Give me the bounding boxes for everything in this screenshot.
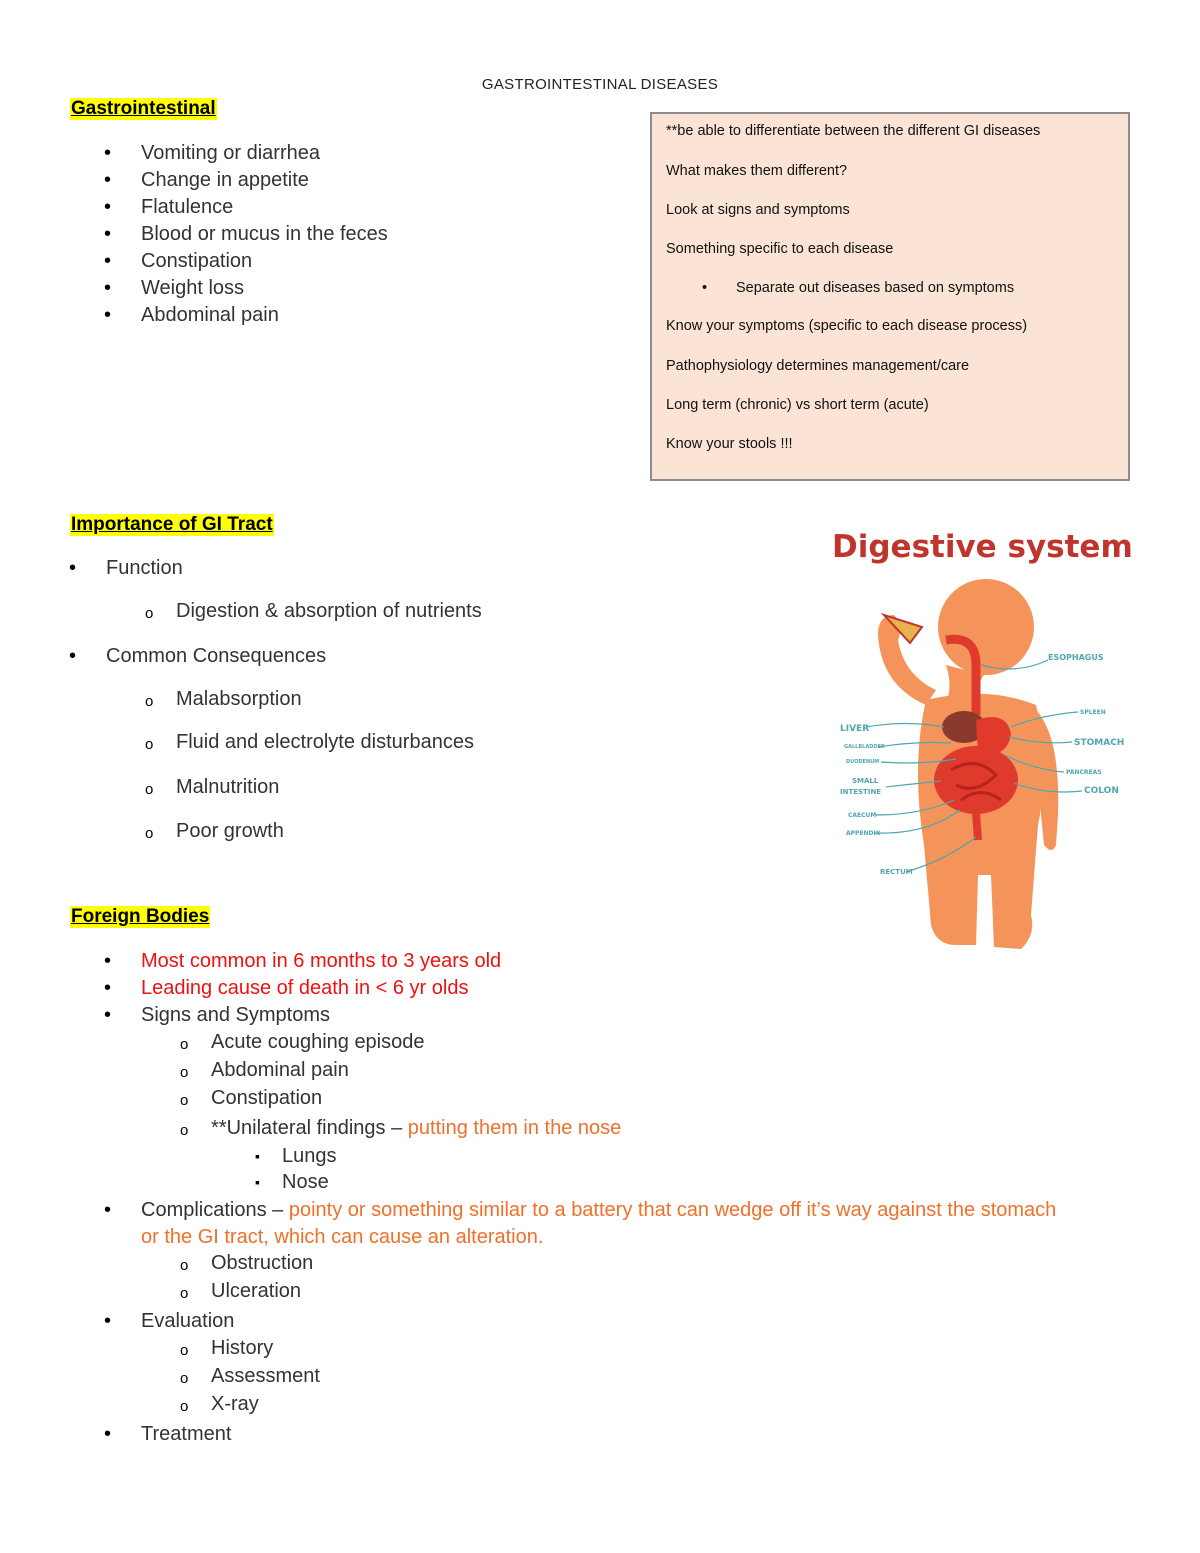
list-item: • Blood or mucus in the feces — [141, 223, 388, 245]
note-line: Look at signs and symptoms — [666, 202, 850, 218]
list-item: o Malabsorption — [176, 688, 302, 710]
list-item — [211, 1117, 621, 1139]
list-item: • Common Consequences — [106, 645, 326, 667]
list-item: ▪ Lungs — [282, 1145, 337, 1167]
list-item — [141, 1199, 1056, 1221]
list-item: • Change in appetite — [141, 169, 309, 191]
list-item: o Constipation — [211, 1087, 322, 1109]
list-item: ▪ Nose — [282, 1171, 329, 1193]
list-item: o Poor growth — [176, 820, 284, 842]
note-line: Pathophysiology determines management/care — [666, 358, 970, 374]
illustration-label: STOMACH — [1074, 738, 1125, 748]
list-item: • Weight loss — [141, 277, 244, 299]
list-item: • Abdominal pain — [141, 304, 279, 326]
foreign-bodies-heading: Foreign Bodies — [71, 906, 210, 927]
illustration-label: SPLEEN — [1080, 709, 1106, 716]
list-item: • Treatment — [141, 1423, 231, 1445]
importance-heading: Importance of GI Tract — [71, 514, 273, 535]
list-item: • Evaluation — [141, 1310, 234, 1332]
note-line: Know your stools !!! — [666, 436, 793, 452]
list-item: o Abdominal pain — [211, 1059, 349, 1081]
note-line: Long term (chronic) vs short term (acute) — [666, 397, 929, 413]
list-item: o Obstruction — [211, 1252, 313, 1274]
illustration-label: RECTUM — [880, 868, 913, 876]
list-item: • Most common in 6 months to 3 years old — [141, 950, 501, 972]
note-line: Know your symptoms (specific to each disease process) — [666, 318, 1028, 334]
complications-text: Complications – — [141, 1199, 289, 1221]
illustration-label: GALLBLADDER — [844, 744, 885, 750]
note-line: What makes them different? — [666, 163, 848, 179]
illustration-label: INTESTINE — [840, 788, 882, 796]
list-item: o Digestion & absorption of nutrients — [176, 600, 482, 622]
illustration-label: PANCREAS — [1066, 769, 1102, 776]
gastrointestinal-heading: Gastrointestinal — [71, 98, 216, 119]
note-line: • Separate out diseases based on symptoms — [736, 280, 1014, 296]
list-item: o X-ray — [211, 1393, 259, 1415]
list-item: o Malnutrition — [176, 776, 279, 798]
list-item: • Leading cause of death in < 6 yr olds — [141, 977, 468, 999]
list-item: • Constipation — [141, 250, 252, 272]
list-item: o History — [211, 1337, 273, 1359]
note-line: **be able to differentiate between the different GI diseases — [666, 123, 1041, 139]
illustration-label: SMALL — [852, 777, 879, 785]
document-title: GASTROINTESTINAL DISEASES — [481, 76, 719, 93]
digestive-system-illustration — [826, 515, 1136, 960]
illustration-label: DUODENUM — [846, 759, 880, 765]
list-item: o Ulceration — [211, 1280, 301, 1302]
study-notes-box — [650, 112, 1130, 481]
list-item: o Acute coughing episode — [211, 1031, 425, 1053]
illustration-label: CAECUM — [848, 812, 877, 819]
illustration-label: APPENDIX — [846, 830, 881, 837]
list-item: o Fluid and electrolyte disturbances — [176, 731, 474, 753]
note-line: Something specific to each disease — [666, 241, 894, 257]
complications-note-continued: or the GI tract, which can cause an alteration. — [141, 1226, 544, 1248]
list-item: • Signs and Symptoms — [141, 1004, 330, 1026]
list-item: • Function — [106, 557, 183, 579]
list-item: • Flatulence — [141, 196, 233, 218]
complications-note: pointy or something similar to a battery that can wedge off it’s way against the stomach — [288, 1199, 1057, 1221]
list-item: o Assessment — [211, 1365, 320, 1387]
unilateral-note: putting them in the nose — [407, 1117, 622, 1139]
unilateral-text: **Unilateral findings – — [211, 1117, 408, 1139]
illustration-label: ESOPHAGUS — [1048, 653, 1104, 662]
illustration-title: Digestive system — [832, 529, 1133, 565]
list-item: • Vomiting or diarrhea — [141, 142, 320, 164]
illustration-label: LIVER — [840, 724, 870, 734]
illustration-label: COLON — [1084, 786, 1119, 796]
